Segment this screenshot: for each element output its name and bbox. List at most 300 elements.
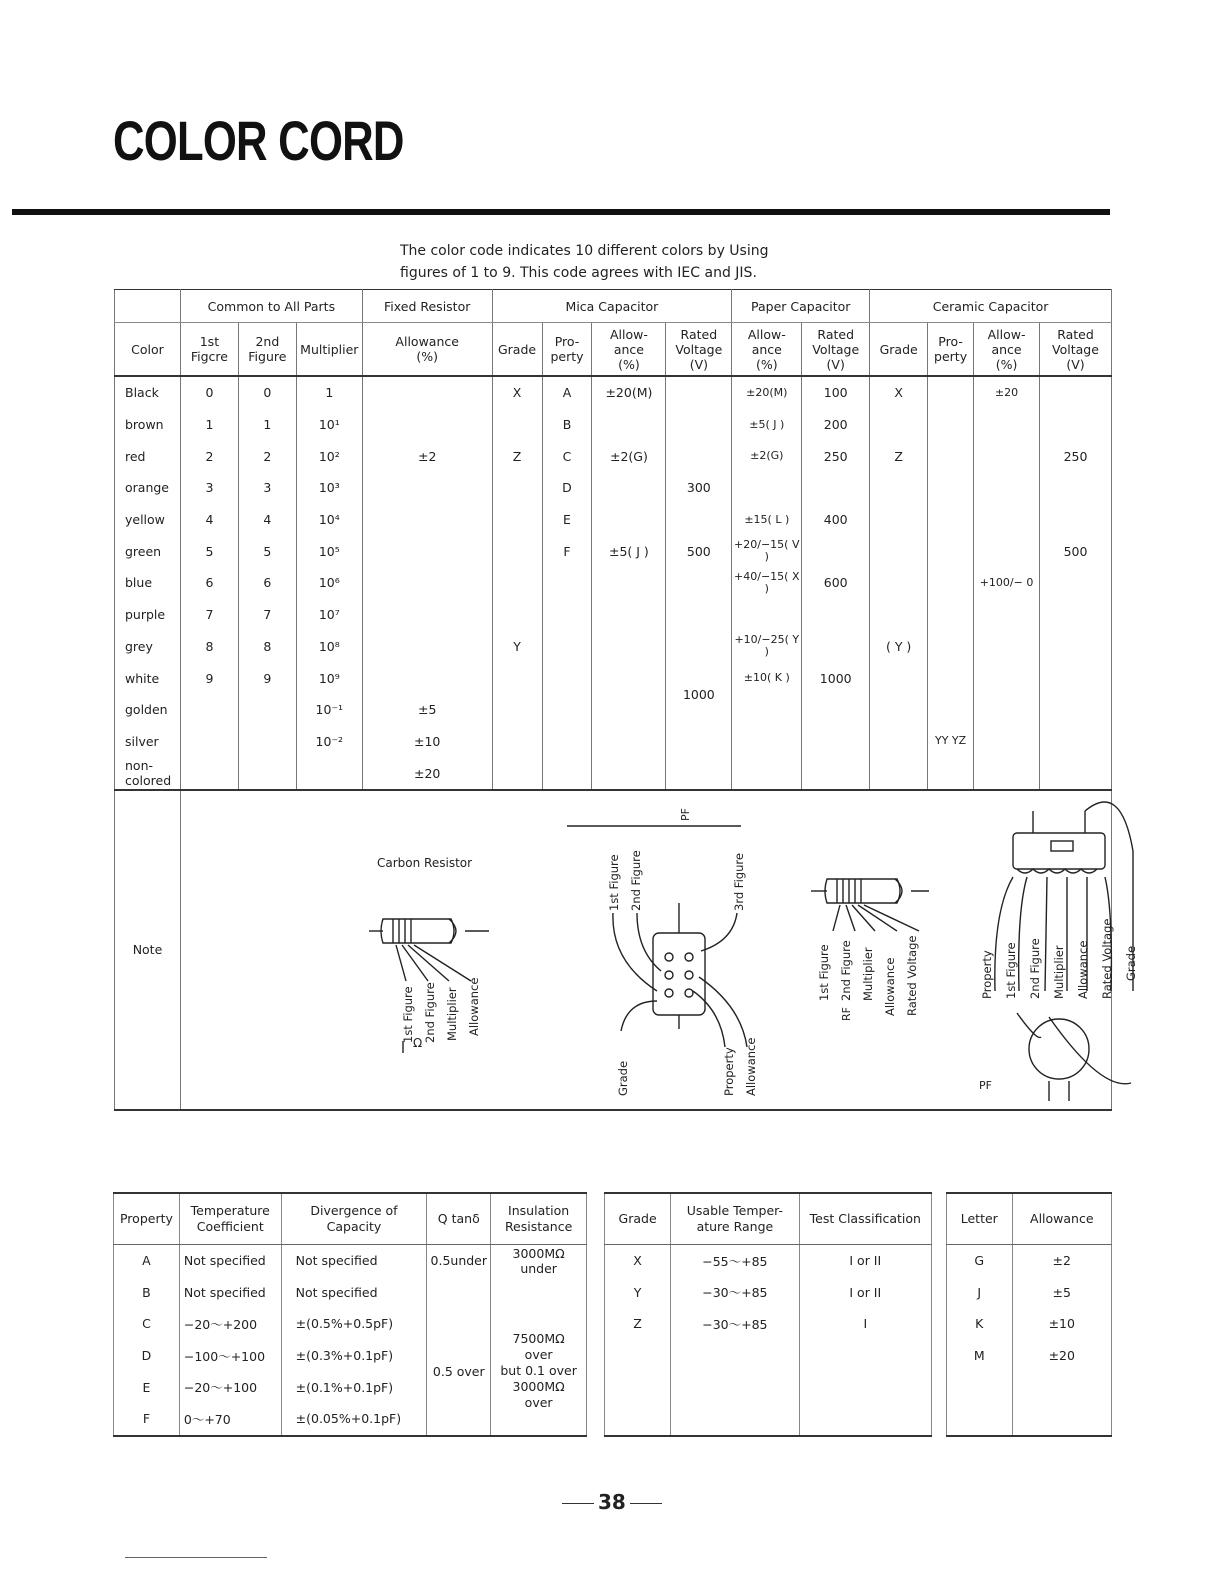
mica-allowance [592, 472, 666, 504]
col-mica-voltage: Rated Voltage (V) [666, 323, 732, 377]
color-name: orange [115, 472, 181, 504]
col-ceramic-property: Pro- perty [928, 323, 974, 377]
second-figure: 6 [238, 567, 296, 599]
mica-allowance: ±20(M) [592, 376, 666, 409]
col-multiplier: Multiplier [296, 323, 362, 377]
mica-grade [492, 599, 542, 631]
paper-allowance [732, 757, 802, 790]
insulation-line: under [520, 1260, 557, 1276]
property-col-header: Property [114, 1193, 180, 1245]
fr-allowance [362, 567, 492, 599]
ceramic-allowance [974, 694, 1040, 726]
test-classification [799, 1403, 931, 1436]
color-row [115, 662, 1112, 694]
ceramic-grade [870, 409, 928, 441]
grade-row [605, 1403, 932, 1436]
page-number: 38 [558, 1490, 666, 1514]
mica-property [542, 662, 592, 694]
mica-grade [492, 409, 542, 441]
color-row [115, 376, 1112, 409]
ceramic-grade [870, 504, 928, 536]
fr-allowance [362, 472, 492, 504]
corner-cell [115, 290, 181, 323]
letter-row [947, 1403, 1112, 1436]
paper-allowance [732, 599, 802, 631]
letter-row [947, 1308, 1112, 1340]
paper-voltage [802, 757, 870, 790]
color-name: silver [115, 726, 181, 758]
resistor-omega: Ω [412, 1035, 423, 1050]
multiplier: 10⁻¹ [296, 694, 362, 726]
mica-property: A [542, 376, 592, 409]
mica-allowance [592, 757, 666, 790]
mica-bottom-label-3: Allowance [743, 1037, 758, 1096]
ceramic-grade [870, 757, 928, 790]
mica-voltage [666, 440, 732, 472]
paper-label-2: 2nd Figure [838, 940, 853, 1001]
second-figure: 7 [238, 599, 296, 631]
col-mica-property: Pro- perty [542, 323, 592, 377]
property-letter: B [114, 1277, 180, 1309]
letter-col-header: Allowance [1012, 1193, 1111, 1245]
fr-allowance [362, 504, 492, 536]
insulation-group [491, 1308, 587, 1435]
multiplier: 10¹ [296, 409, 362, 441]
ceramic-voltage [1039, 631, 1111, 663]
second-figure: 9 [238, 662, 296, 694]
mica-property [542, 726, 592, 758]
test-classification: I [799, 1308, 931, 1340]
capacity-divergence: Not specified [281, 1245, 427, 1277]
ceramic-label-5: Allowance [1075, 940, 1090, 999]
grade-letter: Z [605, 1308, 671, 1340]
first-figure: 1 [180, 409, 238, 441]
property-table-wrap [113, 1192, 587, 1437]
grade-row [605, 1308, 932, 1340]
mica-grade [492, 535, 542, 567]
mica-grade [492, 694, 542, 726]
header-mica: Mica Capacitor [492, 290, 732, 323]
grade-row [605, 1277, 932, 1309]
letter-code [947, 1371, 1013, 1403]
intro-line-2: figures of 1 to 9. This code agrees with IEC and JIS. [400, 265, 757, 281]
ceramic-grade [870, 599, 928, 631]
ceramic-grade [870, 726, 928, 758]
paper-voltage: 1000 [802, 662, 870, 694]
ceramic-property [928, 599, 974, 631]
property-letter: C [114, 1308, 180, 1340]
q-tan-value: 0.5under [427, 1245, 491, 1277]
note-label: Note [115, 790, 181, 1110]
property-letter: D [114, 1340, 180, 1372]
property-letter: A [114, 1245, 180, 1277]
color-name: blue [115, 567, 181, 599]
col-fr-allowance: Allowance (%) [362, 323, 492, 377]
color-row [115, 440, 1112, 472]
letter-allowance: ±10 [1012, 1308, 1111, 1340]
property-letter: E [114, 1371, 180, 1403]
color-row [115, 726, 1112, 758]
fr-allowance: ±10 [362, 726, 492, 758]
ceramic-grade: X [870, 376, 928, 409]
insulation-line: 3000MΩ [512, 1245, 565, 1261]
first-figure [180, 726, 238, 758]
mica-allowance [592, 662, 666, 694]
ceramic-allowance [974, 504, 1040, 536]
mica-property [542, 599, 592, 631]
mica-grade: Y [492, 631, 542, 663]
mica-allowance [592, 567, 666, 599]
mica-grade [492, 472, 542, 504]
property-col-header: Divergence of Capacity [281, 1193, 427, 1245]
fr-allowance [362, 599, 492, 631]
ceramic-voltage [1039, 472, 1111, 504]
col-first-figure: 1st Figcre [180, 323, 238, 377]
mica-voltage: 500 [666, 535, 732, 567]
color-row [115, 599, 1112, 631]
col-paper-voltage: Rated Voltage (V) [802, 323, 870, 377]
col-ceramic-allowance: Allow- ance (%) [974, 323, 1040, 377]
mica-allowance [592, 726, 666, 758]
header-ceramic: Ceramic Capacitor [870, 290, 1112, 323]
mica-voltage [666, 567, 732, 599]
mica-voltage: 300 [666, 472, 732, 504]
insulation-line: but 0.1 over [500, 1363, 577, 1379]
paper-allowance [732, 694, 802, 726]
multiplier: 10² [296, 440, 362, 472]
mica-bottom-label-1: Grade [615, 1060, 630, 1096]
mica-voltage [666, 726, 732, 758]
ceramic-grade [870, 662, 928, 694]
first-figure [180, 694, 238, 726]
capacity-divergence: ±(0.3%+0.1pF) [281, 1340, 427, 1372]
test-classification: I or II [799, 1245, 931, 1277]
grade-row [605, 1371, 932, 1403]
fr-allowance: ±2 [362, 440, 492, 472]
second-figure [238, 726, 296, 758]
temp-coefficient: 0〜+70 [179, 1403, 281, 1436]
paper-voltage [802, 599, 870, 631]
multiplier: 10⁸ [296, 631, 362, 663]
ceramic-voltage [1039, 376, 1111, 409]
multiplier: 1 [296, 376, 362, 409]
multiplier: 10³ [296, 472, 362, 504]
paper-label-5: Rated Voltage [904, 935, 919, 1016]
ceramic-property [928, 662, 974, 694]
letter-table-wrap [946, 1192, 1112, 1437]
color-name: green [115, 535, 181, 567]
fr-allowance [362, 662, 492, 694]
ceramic-allowance [974, 472, 1040, 504]
test-classification [799, 1340, 931, 1372]
fr-allowance: ±20 [362, 757, 492, 790]
grade-letter [605, 1371, 671, 1403]
capacity-divergence: ±(0.05%+0.1pF) [281, 1403, 427, 1436]
mica-top-label-2: 2nd Figure [628, 850, 643, 911]
first-figure: 7 [180, 599, 238, 631]
mica-grade [492, 757, 542, 790]
mica-voltage [666, 504, 732, 536]
first-figure: 8 [180, 631, 238, 663]
first-figure: 0 [180, 376, 238, 409]
paper-allowance: +40/−15( X ) [732, 567, 802, 599]
letter-code [947, 1403, 1013, 1436]
ceramic-voltage [1039, 757, 1111, 790]
multiplier: 10⁻² [296, 726, 362, 758]
grade-letter [605, 1340, 671, 1372]
resistor-label-4: Allowance [466, 977, 481, 1036]
ceramic-property [928, 757, 974, 790]
paper-voltage: 400 [802, 504, 870, 536]
ceramic-voltage [1039, 409, 1111, 441]
ceramic-grade [870, 472, 928, 504]
color-row [115, 567, 1112, 599]
ceramic-allowance [974, 757, 1040, 790]
usable-temp-range: −30〜+85 [671, 1308, 799, 1340]
second-figure [238, 694, 296, 726]
first-figure: 4 [180, 504, 238, 536]
paper-voltage [802, 694, 870, 726]
first-figure: 9 [180, 662, 238, 694]
col-color: Color [115, 323, 181, 377]
mica-allowance: ±2(G) [592, 440, 666, 472]
ceramic-voltage [1039, 694, 1111, 726]
paper-rf-label: RF [839, 1006, 853, 1021]
color-name: yellow [115, 504, 181, 536]
fr-allowance [362, 409, 492, 441]
insulation-line: 7500MΩ [512, 1331, 565, 1347]
letter-row [947, 1245, 1112, 1277]
mica-bottom-label-2: Property [721, 1047, 736, 1096]
ceramic-label-1: Property [979, 950, 994, 999]
color-row [115, 694, 1112, 726]
insulation-empty [491, 1277, 587, 1309]
grade-col-header: Grade [605, 1193, 671, 1245]
ceramic-grade [870, 535, 928, 567]
letter-allowance: ±20 [1012, 1340, 1111, 1372]
first-figure: 6 [180, 567, 238, 599]
test-classification [799, 1371, 931, 1403]
capacity-divergence: ±(0.1%+0.1pF) [281, 1371, 427, 1403]
ceramic-label-3: 2nd Figure [1027, 938, 1042, 999]
property-row [114, 1245, 587, 1277]
ceramic-label-7: Grade [1123, 945, 1138, 981]
ceramic-voltage: 500 [1039, 535, 1111, 567]
intro-text [400, 240, 769, 284]
mica-grade [492, 662, 542, 694]
temp-coefficient: Not specified [179, 1277, 281, 1309]
test-classification: I or II [799, 1277, 931, 1309]
fr-allowance: ±5 [362, 694, 492, 726]
letter-code: K [947, 1308, 1013, 1340]
grade-letter [605, 1403, 671, 1436]
mica-allowance [592, 599, 666, 631]
insulation-line: 3000MΩ [512, 1379, 565, 1395]
second-figure: 3 [238, 472, 296, 504]
paper-voltage [802, 472, 870, 504]
property-letter: F [114, 1403, 180, 1436]
mica-voltage [666, 662, 732, 702]
ceramic-voltage [1039, 662, 1111, 694]
resistor-label-1: 1st Figure [400, 986, 415, 1043]
fr-allowance [362, 535, 492, 567]
multiplier: 10⁵ [296, 535, 362, 567]
resistor-label-3: Multiplier [444, 987, 459, 1041]
header-fixed-resistor: Fixed Resistor [362, 290, 492, 323]
ceramic-allowance [974, 409, 1040, 441]
col-mica-allowance: Allow- ance (%) [592, 323, 666, 377]
second-figure: 2 [238, 440, 296, 472]
grade-letter: Y [605, 1277, 671, 1309]
ceramic-voltage [1039, 726, 1111, 758]
multiplier: 10⁴ [296, 504, 362, 536]
insulation-value [491, 1245, 587, 1277]
component-diagrams [181, 791, 1138, 1109]
capacity-divergence: ±(0.5%+0.5pF) [281, 1308, 427, 1340]
mica-grade [492, 726, 542, 758]
usable-temp-range [671, 1403, 799, 1436]
col-second-figure: 2nd Figure [238, 323, 296, 377]
first-figure: 5 [180, 535, 238, 567]
letter-code: M [947, 1340, 1013, 1372]
ceramic-property [928, 504, 974, 536]
mica-property: C [542, 440, 592, 472]
property-row [114, 1308, 587, 1340]
usable-temp-range: −30〜+85 [671, 1277, 799, 1309]
mica-pf-label: PF [678, 807, 692, 821]
ceramic-allowance [974, 535, 1040, 567]
col-ceramic-grade: Grade [870, 323, 928, 377]
paper-allowance: ±5( J ) [732, 409, 802, 441]
second-figure: 0 [238, 376, 296, 409]
letter-allowance: ±2 [1012, 1245, 1111, 1277]
color-name: red [115, 440, 181, 472]
mica-allowance [592, 504, 666, 536]
property-col-header: Insulation Resistance [491, 1193, 587, 1245]
intro-line-1: The color code indicates 10 different colors by Using [400, 243, 769, 259]
ceramic-label-2: 1st Figure [1003, 942, 1018, 999]
resistor-label-2: 2nd Figure [422, 982, 437, 1043]
property-col-header: Q tanδ [427, 1193, 491, 1245]
color-row [115, 535, 1112, 567]
second-figure: 1 [238, 409, 296, 441]
mica-allowance [592, 409, 666, 441]
grade-row [605, 1245, 932, 1277]
first-figure [180, 757, 238, 790]
mica-property: D [542, 472, 592, 504]
grade-table [604, 1192, 932, 1437]
ceramic-property [928, 694, 974, 726]
color-name: brown [115, 409, 181, 441]
mica-grade: X [492, 376, 542, 409]
ceramic-allowance [974, 631, 1040, 663]
paper-allowance: +20/−15( V ) [732, 535, 802, 567]
property-table [113, 1192, 587, 1437]
carbon-resistor-label: Carbon Resistor [376, 855, 473, 870]
ceramic-grade [870, 694, 928, 726]
paper-label-1: 1st Figure [816, 944, 831, 1001]
mica-property: E [542, 504, 592, 536]
mica-grade: Z [492, 440, 542, 472]
paper-voltage [802, 631, 870, 663]
ceramic-grade [870, 567, 928, 599]
multiplier: 10⁶ [296, 567, 362, 599]
paper-allowance [732, 472, 802, 504]
color-name: purple [115, 599, 181, 631]
ceramic-property [928, 535, 974, 567]
color-row [115, 504, 1112, 536]
grade-letter: X [605, 1245, 671, 1277]
ceramic-allowance: ±20 [974, 376, 1040, 409]
page-title: COLOR CORD [113, 109, 404, 172]
paper-allowance: ±20(M) [732, 376, 802, 409]
mica-top-label-1: 1st Figure [606, 854, 621, 911]
letter-row [947, 1340, 1112, 1372]
second-figure: 5 [238, 535, 296, 567]
grade-col-header: Test Classification [799, 1193, 931, 1245]
capacity-divergence: Not specified [281, 1277, 427, 1309]
paper-voltage: 100 [802, 376, 870, 409]
color-name: non- colored [115, 757, 181, 790]
color-code-table [114, 289, 1138, 1111]
letter-code: G [947, 1245, 1013, 1277]
ceramic-property: YY YZ [928, 726, 974, 758]
paper-allowance: +10/−25( Y ) [732, 631, 802, 663]
paper-allowance: ±10( K ) [732, 662, 802, 694]
paper-allowance: ±15( L ) [732, 504, 802, 536]
color-row [115, 631, 1112, 663]
ceramic-grade: ( Y ) [870, 631, 928, 663]
mica-grade [492, 504, 542, 536]
col-mica-grade: Grade [492, 323, 542, 377]
ceramic-property [928, 409, 974, 441]
temp-coefficient: −20〜+100 [179, 1371, 281, 1403]
first-figure: 2 [180, 440, 238, 472]
ceramic-label-6: Rated Voltage [1099, 918, 1114, 999]
mica-property [542, 631, 592, 663]
ceramic-property [928, 567, 974, 599]
mica-voltage [666, 631, 732, 663]
mica-voltage [666, 599, 732, 631]
grade-table-wrap [604, 1192, 932, 1437]
letter-allowance [1012, 1371, 1111, 1403]
paper-voltage: 200 [802, 409, 870, 441]
second-figure: 8 [238, 631, 296, 663]
temp-coefficient: Not specified [179, 1245, 281, 1277]
color-name: white [115, 662, 181, 694]
paper-voltage [802, 726, 870, 758]
paper-allowance: ±2(G) [732, 440, 802, 472]
usable-temp-range [671, 1340, 799, 1372]
header-paper: Paper Capacitor [732, 290, 870, 323]
mica-voltage [666, 376, 732, 409]
insulation-line: over [524, 1347, 553, 1363]
col-ceramic-voltage: Rated Voltage (V) [1039, 323, 1111, 377]
ceramic-property [928, 440, 974, 472]
paper-voltage: 600 [802, 567, 870, 599]
multiplier [296, 757, 362, 790]
multiplier: 10⁹ [296, 662, 362, 694]
paper-voltage [802, 535, 870, 567]
mica-allowance: ±5( J ) [592, 535, 666, 567]
mica-allowance [592, 631, 666, 663]
ceramic-pf-label: PF [978, 1078, 992, 1092]
color-name: Black [115, 376, 181, 409]
mica-grade [492, 567, 542, 599]
letter-table [946, 1192, 1112, 1437]
ceramic-voltage [1039, 504, 1111, 536]
note-diagrams [180, 790, 1138, 1110]
